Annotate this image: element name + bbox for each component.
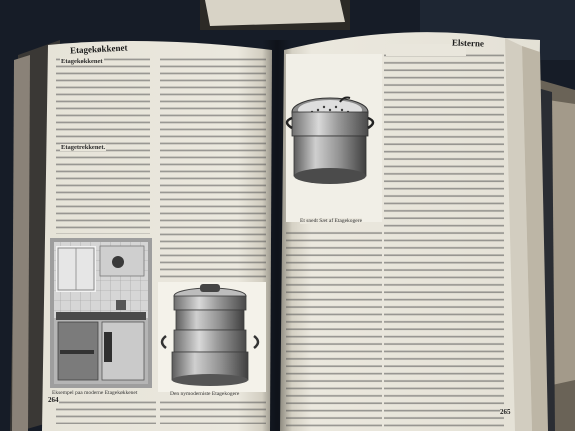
left-lead-heading-2: Etagetrekkenet. (61, 144, 106, 151)
left-lead-heading-1: Etagekøkkenet (61, 58, 103, 65)
right-page-number: 265 (500, 408, 511, 416)
right-running-head: Elsterne (451, 37, 485, 49)
pot-illustration-caption: Den nymoderniste Etagekogere (170, 391, 240, 397)
kitchen-photo-caption: Eksempel paa moderne Etagekøkkenet (52, 390, 138, 396)
left-running-head: Etagekøkkenet (69, 42, 128, 56)
left-page-number: 264 (48, 396, 59, 404)
steamer-caption: Et snedt Sæt af Etagekogere (300, 218, 363, 224)
